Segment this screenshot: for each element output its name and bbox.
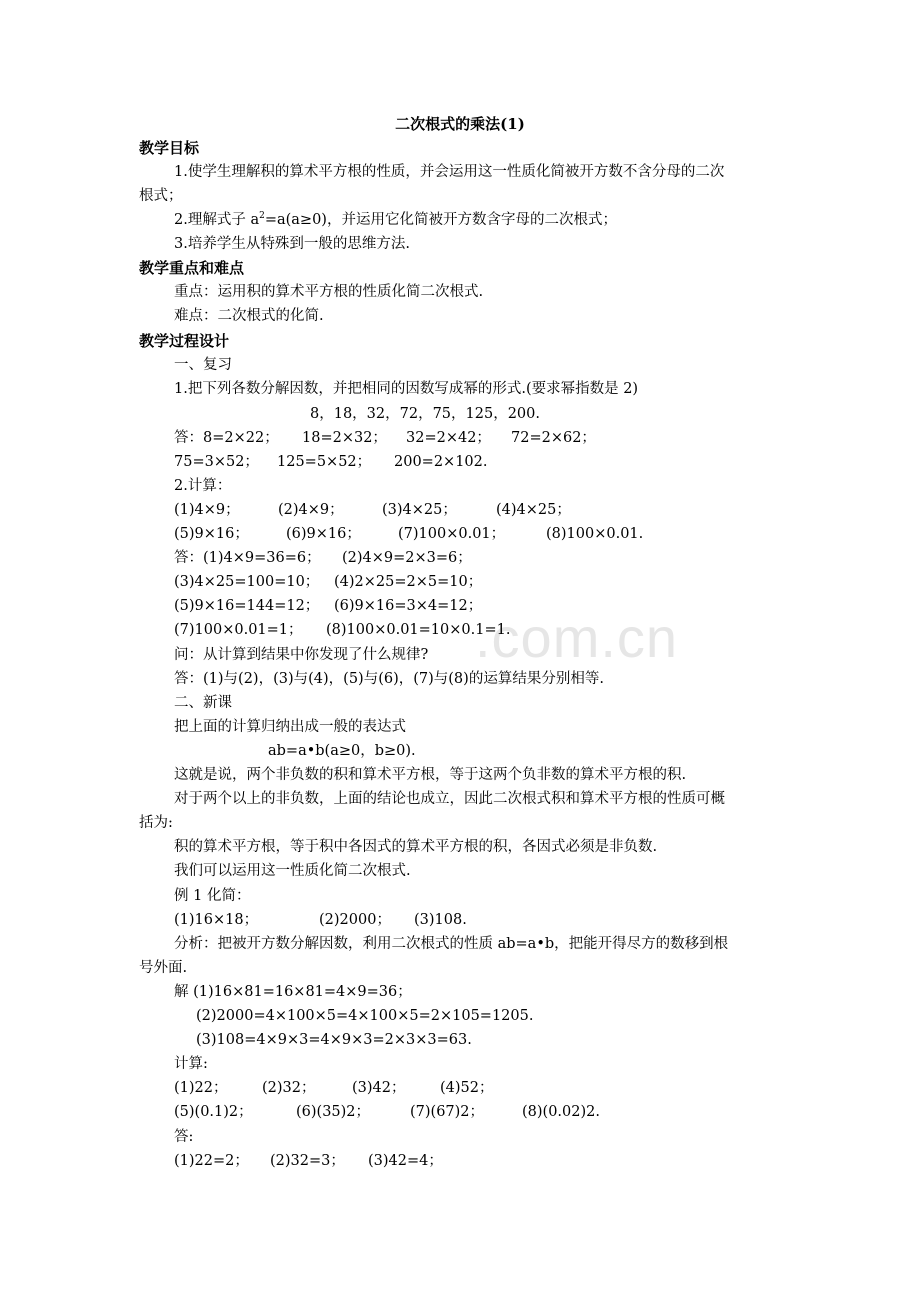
answer-item: 72=2×62； <box>511 430 596 446</box>
apply-text: 我们可以运用这一性质化简二次根式. <box>174 863 411 879</box>
solution-3: (3)108=4×9×3=4×9×3=2×3×3=63. <box>196 1032 472 1048</box>
answer-item: (2)32=3； <box>270 1153 345 1169</box>
calc-item: (5)(0.1)2； <box>174 1104 253 1120</box>
answer-item: (4)2×25=2×5=10； <box>334 574 483 590</box>
formula: ab=a•b(a≥0，b≥0). <box>268 743 416 759</box>
answer-item: (2)4×9=2×3=6； <box>342 550 472 566</box>
meaning-text: 这就是说，两个非负数的积和算术平方根，等于这两个负非数的算术平方根的积. <box>174 767 687 783</box>
goal-2-pre: 2.理解式子 a <box>174 212 260 228</box>
question-2: 2.计算： <box>174 478 232 494</box>
key-point: 重点：运用积的算术平方根的性质化简二次根式. <box>174 284 484 300</box>
generalize-text: 把上面的计算归纳出成一般的表达式 <box>174 719 406 735</box>
answer-item: 200=2×102. <box>394 454 488 470</box>
answer-item: (3)42=4； <box>368 1153 443 1169</box>
example-1-heading: 例 1 化简： <box>174 888 251 904</box>
solution-2: (2)2000=4×100×5=4×100×5=2×105=1205. <box>196 1008 534 1024</box>
calc-answer-heading: 答: <box>174 1129 194 1145</box>
answer-item: 18=2×32； <box>302 430 387 446</box>
goal-2 <box>174 210 617 230</box>
calc-heading: 计算: <box>174 1056 208 1072</box>
calc-item: (5)9×16； <box>174 526 249 542</box>
calc-item: (8)100×0.01. <box>546 526 644 542</box>
question-1-numbers: 8，18，32，72，75，125，200. <box>310 406 540 422</box>
calc-item: (8)(0.02)2. <box>522 1104 600 1120</box>
extension-line-2: 括为: <box>139 815 173 831</box>
answer-item: (7)100×0.01=1； <box>174 622 303 638</box>
answer-item: (6)9×16=3×4=12； <box>334 598 483 614</box>
goal-1-line-1: 1.使学生理解积的算术平方根的性质，并会运用这一性质化简被开方数不含分母的二次 <box>174 164 725 180</box>
goal-2-post: =a(a≥0)，并运用它化简被开方数含字母的二次根式； <box>264 212 617 228</box>
section-review: 一、复习 <box>174 357 232 373</box>
calc-item: (6)(35)2； <box>296 1104 371 1120</box>
analysis-line-2: 号外面. <box>139 960 188 976</box>
calc-item: (2)32； <box>262 1080 316 1096</box>
question-1: 1.把下列各数分解因数，并把相同的因数写成幂的形式.(要求幂指数是 2) <box>174 381 639 397</box>
calc-item: (1)22； <box>174 1080 228 1096</box>
answer-item: 75=3×52； <box>174 454 259 470</box>
difficult-point: 难点：二次根式的化简. <box>174 308 324 324</box>
answer-item: (5)9×16=144=12； <box>174 598 320 614</box>
calc-item: (6)9×16； <box>286 526 361 542</box>
example-item: (1)16×18； <box>174 912 259 928</box>
question-ask: 问：从计算到结果中你发现了什么规律? <box>174 647 429 663</box>
solution-1: 解 (1)16×81=16×81=4×9=36； <box>174 984 412 1000</box>
calc-item: (4)52； <box>440 1080 494 1096</box>
example-item: (3)108. <box>414 912 467 928</box>
rule-text: 积的算术平方根，等于积中各因式的算术平方根的积，各因式必须是非负数. <box>174 839 658 855</box>
example-item: (2)2000； <box>319 912 391 928</box>
analysis-line-1: 分析：把被开方数分解因数，利用二次根式的性质 ab=a•b，把能开得尽方的数移到根 <box>174 936 729 952</box>
calc-item: (3)4×25； <box>382 502 457 518</box>
goal-2-superscript: 2 <box>259 211 265 222</box>
question-answer: 答：(1)与(2)，(3)与(4)，(5)与(6)，(7)与(8)的运算结果分别相等. <box>174 671 604 687</box>
answer-item: 答：(1)4×9=36=6； <box>174 550 321 566</box>
answer-item: 32=2×42； <box>406 430 491 446</box>
extension-line-1: 对于两个以上的非负数，上面的结论也成立，因此二次根式积和算术平方根的性质可概 <box>174 791 725 807</box>
heading-key-points: 教学重点和难点 <box>139 259 245 277</box>
calc-item: (7)100×0.01； <box>398 526 506 542</box>
calc-item: (2)4×9； <box>278 502 344 518</box>
answer-item: (3)4×25=100=10； <box>174 574 320 590</box>
calc-item: (1)4×9； <box>174 502 240 518</box>
goal-1-line-2: 根式； <box>139 188 183 204</box>
section-new-lesson: 二、新课 <box>174 695 232 711</box>
answer-item: 125=5×52； <box>277 454 372 470</box>
heading-process: 教学过程设计 <box>139 332 230 350</box>
answer-item: (1)22=2； <box>174 1153 249 1169</box>
heading-goals: 教学目标 <box>139 139 200 157</box>
answer-item: 答：8=2×22； <box>174 430 279 446</box>
answer-item: (8)100×0.01=10×0.1=1. <box>326 622 511 638</box>
goal-3: 3.培养学生从特殊到一般的思维方法. <box>174 236 410 252</box>
calc-item: (4)4×25； <box>496 502 571 518</box>
page-title: 二次根式的乘法(1) <box>395 115 525 133</box>
calc-item: (3)42； <box>352 1080 406 1096</box>
watermark: .com.cn <box>475 606 679 669</box>
calc-item: (7)(67)2； <box>410 1104 485 1120</box>
